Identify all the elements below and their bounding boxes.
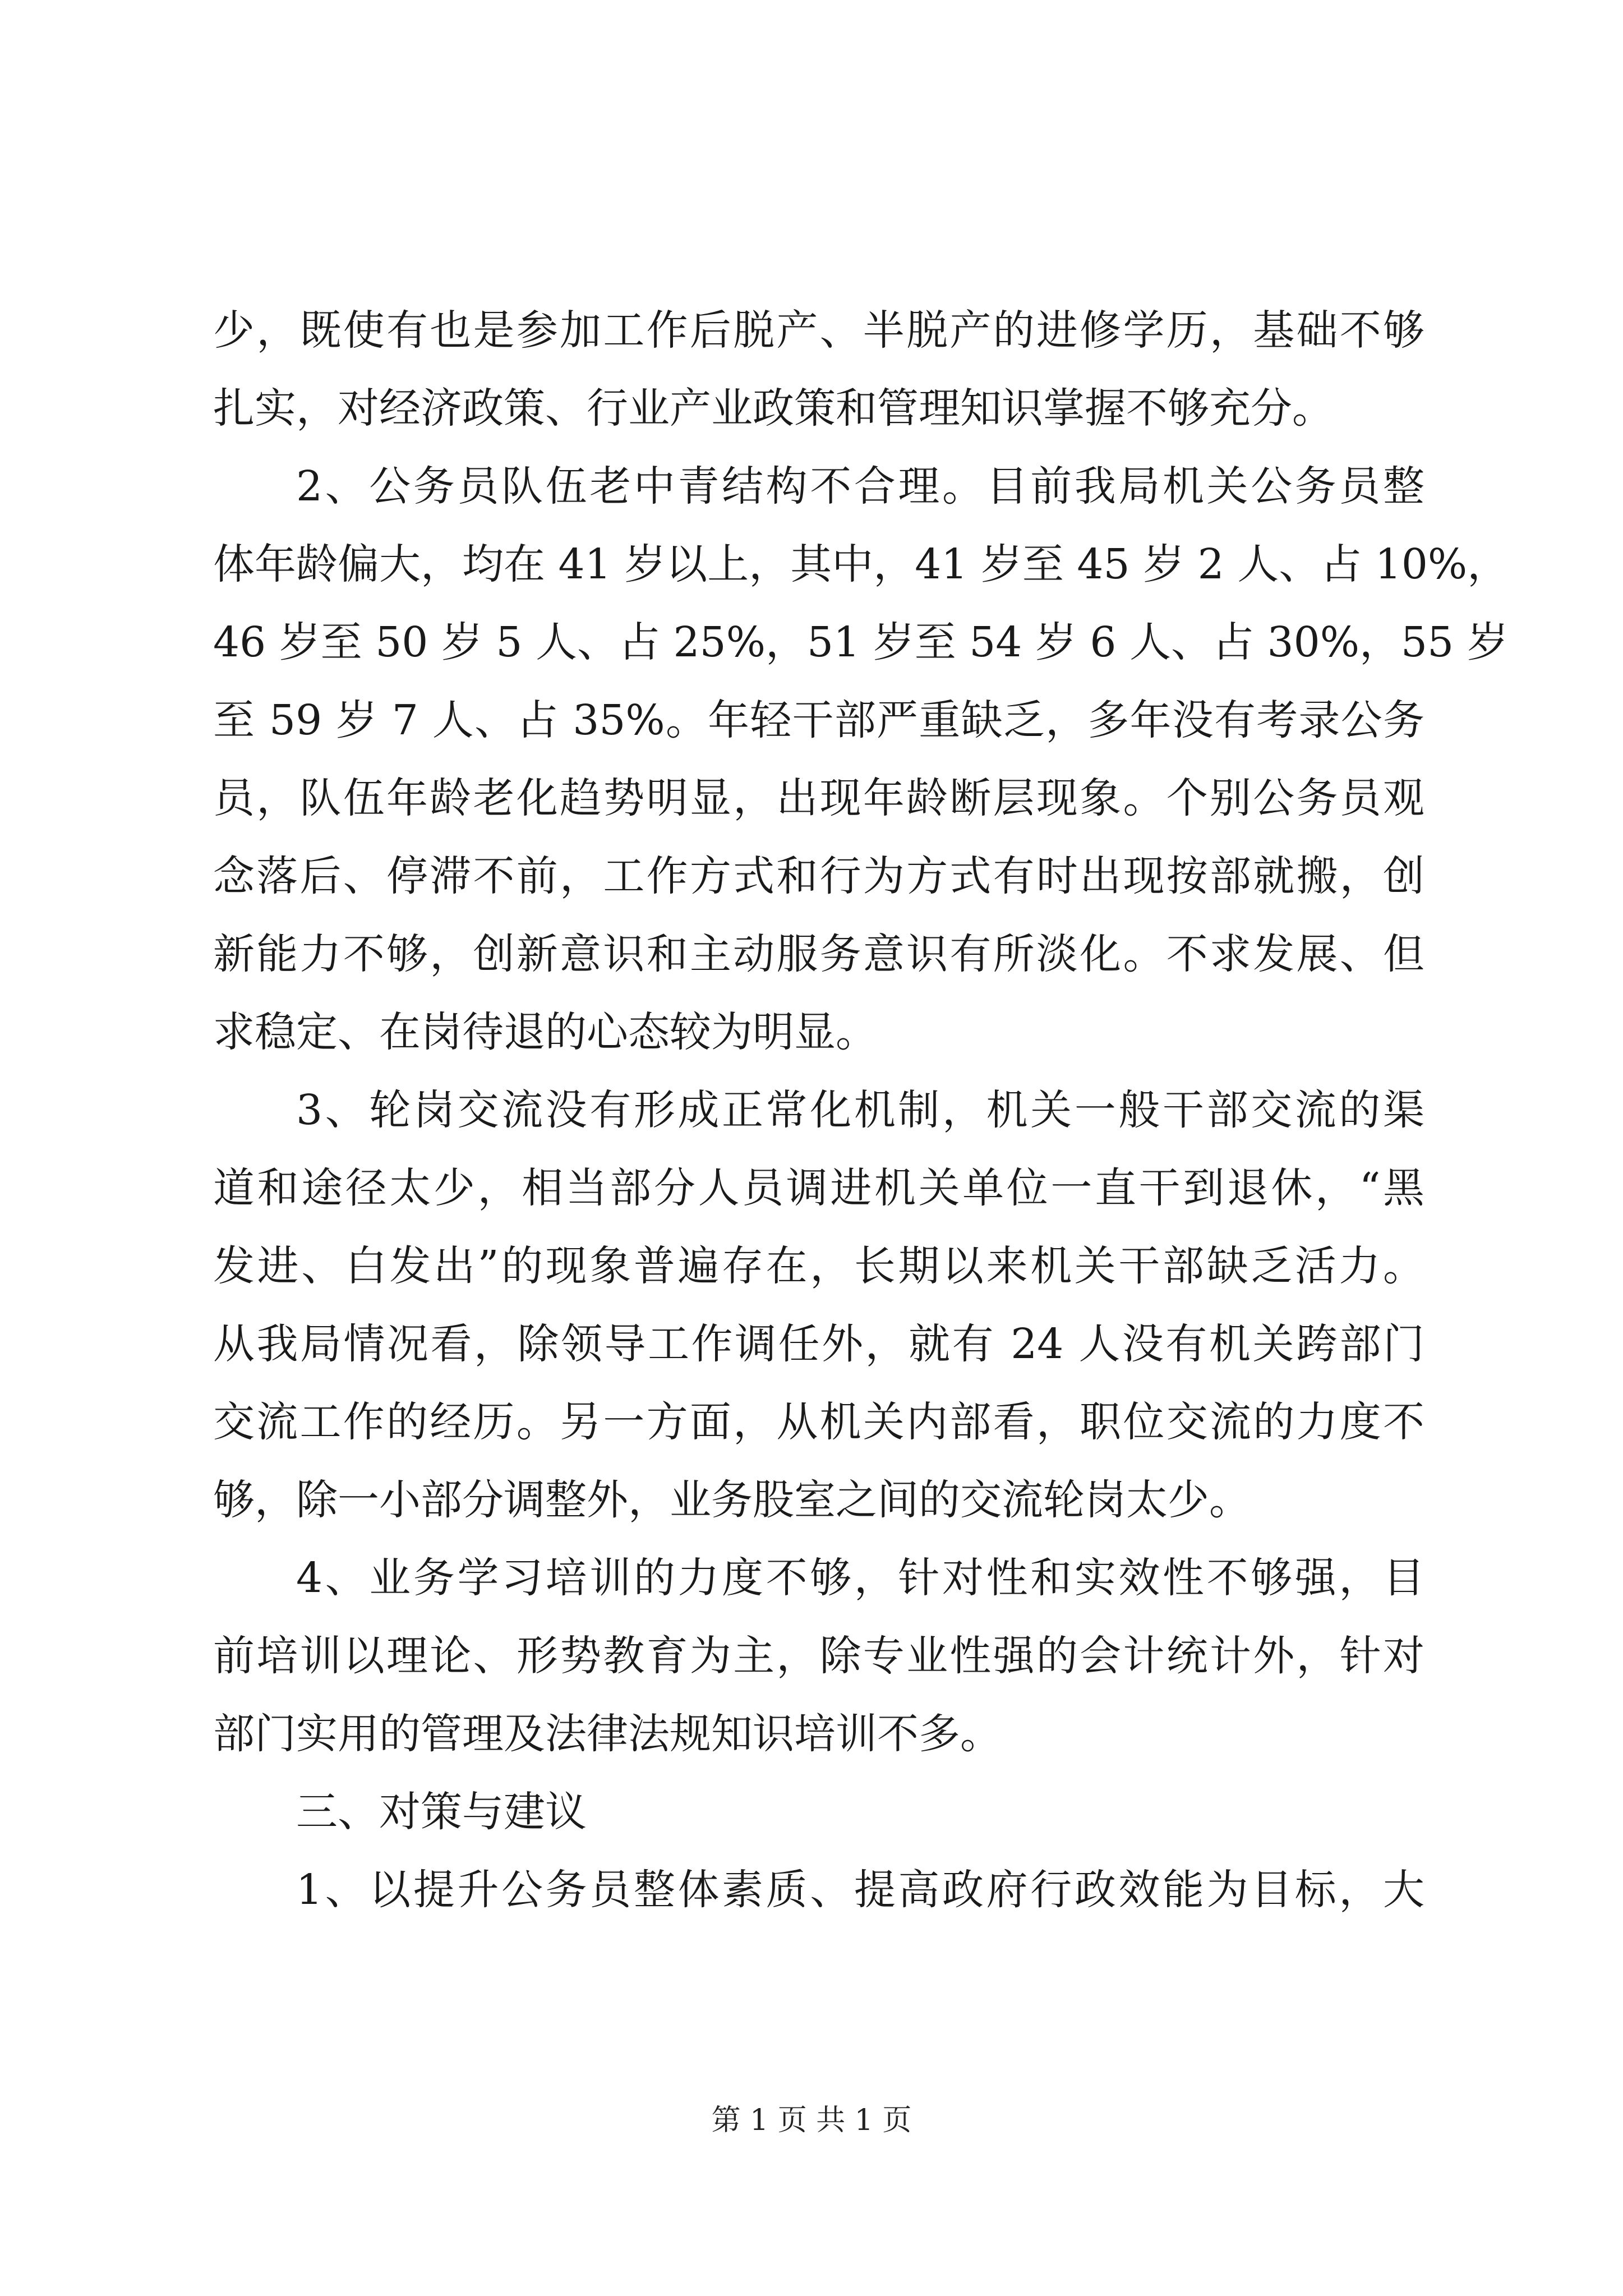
- text-line: 道和途径太少，相当部分人员调进机关单位一直干到退休，“黑: [213, 1164, 1424, 1212]
- text-line: 4、业务学习培训的力度不够，针对性和实效性不够强，目: [296, 1554, 1424, 1602]
- section-heading: 三、对策与建议: [296, 1788, 587, 1836]
- text-line: 扎实，对经济政策、行业产业政策和管理知识掌握不够充分。: [213, 384, 1334, 432]
- text-line: 至 59 岁 7 人、占 35%。年轻干部严重缺乏，多年没有考录公务: [213, 696, 1424, 744]
- text-line: 从我局情况看，除领导工作调任外，就有 24 人没有机关跨部门: [213, 1320, 1424, 1368]
- text-line: 46 岁至 50 岁 5 人、占 25%，51 岁至 54 岁 6 人、占 30%，55 岁: [213, 618, 1509, 666]
- text-line: 员，队伍年龄老化趋势明显，出现年龄断层现象。个别公务员观: [213, 774, 1424, 822]
- text-line: 体年龄偏大，均在 41 岁以上，其中，41 岁至 45 岁 2 人、占 10%，: [213, 540, 1509, 588]
- text-line: 1、以提升公务员整体素质、提高政府行政效能为目标，大: [296, 1866, 1424, 1914]
- text-line: 3、轮岗交流没有形成正常化机制，机关一般干部交流的渠: [296, 1086, 1424, 1134]
- page-footer: 第 1 页 共 1 页: [711, 2104, 912, 2137]
- text-line: 够，除一小部分调整外，业务股室之间的交流轮岗太少。: [213, 1476, 1251, 1524]
- text-line: 念落后、停滞不前，工作方式和行为方式有时出现按部就搬，创: [213, 852, 1424, 900]
- text-line: 少，既使有也是参加工作后脱产、半脱产的进修学历，基础不够: [213, 306, 1424, 355]
- text-line: 交流工作的经历。另一方面，从机关内部看，职位交流的力度不: [213, 1398, 1424, 1446]
- text-line: 发进、白发出”的现象普遍存在，长期以来机关干部缺乏活力。: [213, 1242, 1424, 1290]
- text-line: 新能力不够，创新意识和主动服务意识有所淡化。不求发展、但: [213, 930, 1424, 978]
- text-line: 求稳定、在岗待退的心态较为明显。: [213, 1008, 877, 1056]
- text-line: 前培训以理论、形势教育为主，除专业性强的会计统计外，针对: [213, 1632, 1424, 1680]
- text-line: 部门实用的管理及法律法规知识培训不多。: [213, 1710, 1002, 1758]
- body-text: [213, 292, 1509, 1929]
- text-line: 2、公务员队伍老中青结构不合理。目前我局机关公务员整: [296, 462, 1424, 510]
